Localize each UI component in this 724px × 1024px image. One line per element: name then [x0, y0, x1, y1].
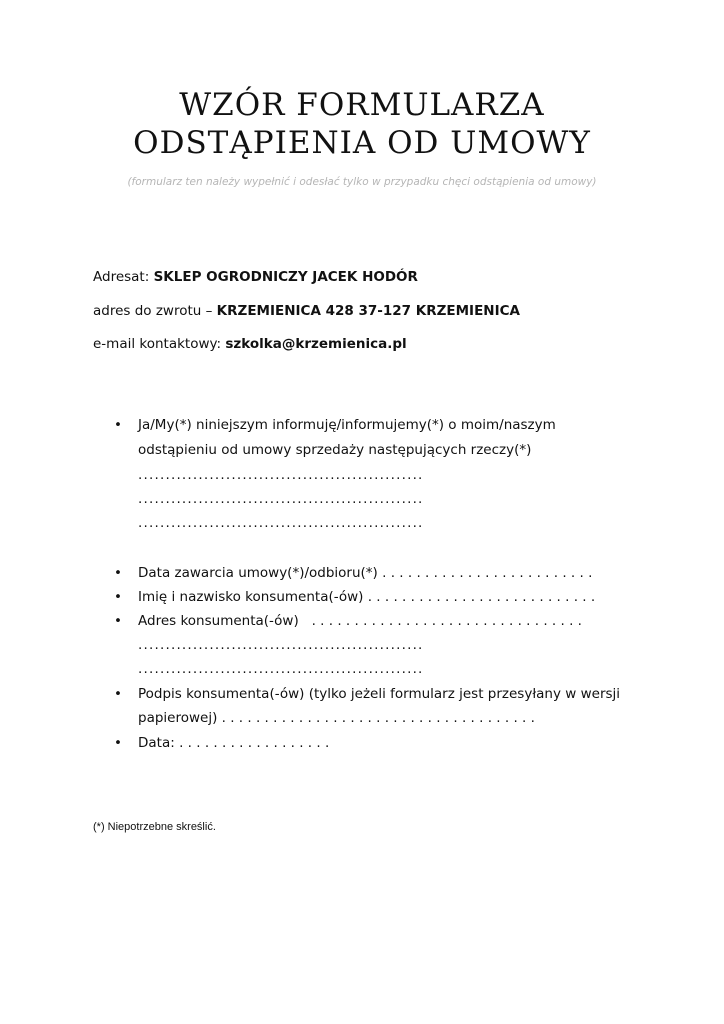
contact-email-label: e-mail kontaktowy:	[93, 336, 226, 352]
contract-date-field[interactable]: Data zawarcia umowy(*)/odbioru(*) . . . . . . . . . . . . . . . . . . . . . . . . .	[138, 565, 593, 581]
document-title	[0, 86, 724, 162]
bullet-icon: •	[114, 735, 122, 751]
date-field[interactable]: Data: . . . . . . . . . . . . . . . . . .	[138, 735, 330, 751]
statement-dots-2[interactable]: ....................................................	[138, 491, 424, 507]
address-dots-2[interactable]: ....................................................	[138, 661, 424, 677]
address-dots-1[interactable]: ....................................................	[138, 637, 424, 653]
signature-field[interactable]: papierowej) . . . . . . . . . . . . . . . . . . . . . . . . . . . . . . . . . . . . .	[138, 710, 535, 726]
bullet-icon: •	[114, 686, 122, 702]
bullet-icon: •	[114, 589, 122, 605]
addressee-label: Adresat:	[93, 269, 154, 285]
contact-email-value: szkolka@krzemienica.pl	[225, 336, 407, 352]
bullet-icon: •	[114, 565, 122, 581]
title-line-1: WZÓR FORMULARZA	[179, 87, 545, 123]
signature-line-1: Podpis konsumenta(-ów) (tylko jeżeli formularz jest przesyłany w wersji	[138, 686, 621, 702]
statement-line-2: odstąpieniu od umowy sprzedaży następujących rzeczy(*)	[138, 442, 532, 458]
contact-email-row	[93, 336, 407, 352]
consumer-name-field[interactable]: Imię i nazwisko konsumenta(-ów) . . . . . . . . . . . . . . . . . . . . . . . . . . .	[138, 589, 596, 605]
statement-line-1: Ja/My(*) niniejszym informuję/informujemy(*) o moim/naszym	[138, 417, 556, 433]
return-address-label: adres do zwrotu –	[93, 303, 217, 319]
footnote: (*) Niepotrzebne skreślić.	[93, 821, 216, 833]
return-address-row	[93, 303, 520, 319]
consumer-address-field[interactable]: Adres konsumenta(-ów) . . . . . . . . . . . . . . . . . . . . . . . . . . . . . . . .	[138, 613, 582, 629]
title-line-2: ODSTĄPIENIA OD UMOWY	[133, 125, 591, 161]
return-address-value: KRZEMIENICA 428 37-127 KRZEMIENICA	[216, 303, 520, 319]
bullet-icon: •	[114, 613, 122, 629]
document-subtitle: (formularz ten należy wypełnić i odesłać tylko w przypadku chęci odstąpienia od umowy)	[127, 176, 597, 188]
addressee-row	[93, 269, 418, 285]
bullet-icon: •	[114, 417, 122, 433]
addressee-value: SKLEP OGRODNICZY JACEK HODÓR	[153, 269, 418, 285]
statement-dots-1[interactable]: ....................................................	[138, 467, 424, 483]
statement-dots-3[interactable]: ....................................................	[138, 515, 424, 531]
